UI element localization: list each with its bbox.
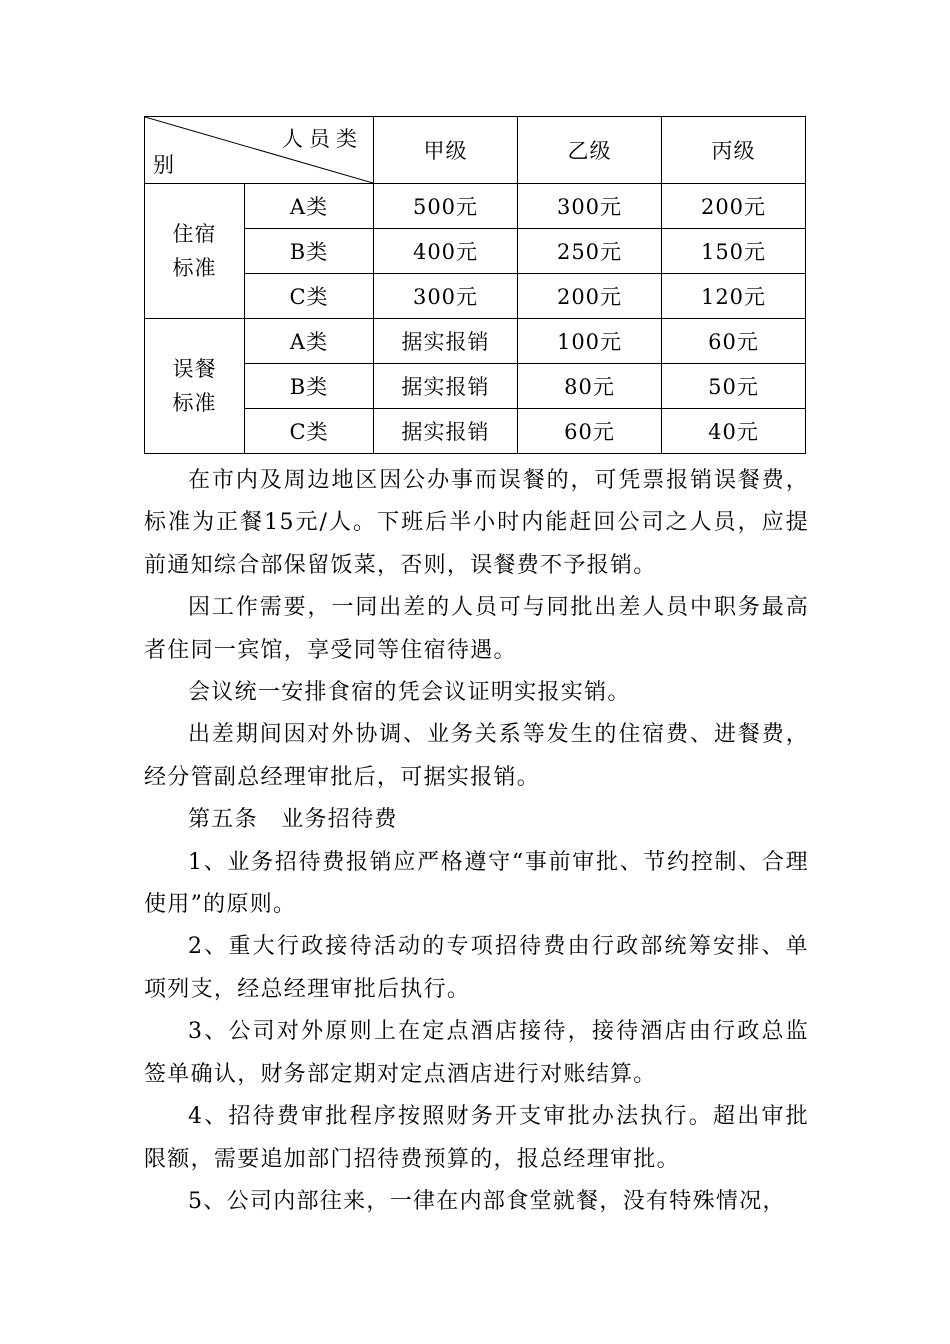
category-cell: A类 [245, 319, 374, 364]
level-header-cell: 丙级 [662, 117, 806, 184]
group-label-meal [145, 319, 245, 454]
category-cell: C类 [245, 274, 374, 319]
level-header-cell: 乙级 [518, 117, 662, 184]
paragraph: 会议统一安排食宿的凭会议证明实报实销。 [188, 680, 631, 706]
group-label-lodging [145, 184, 245, 319]
value-cell: 400元 [374, 229, 518, 274]
group-label-line: 标准 [172, 256, 217, 280]
table-header-row [145, 117, 806, 184]
level-header-cell: 甲级 [374, 117, 518, 184]
paragraph: 5、公司内部往来，一律在内部食堂就餐，没有特殊情况， [188, 1188, 786, 1214]
group-label-line: 误餐 [172, 357, 217, 381]
body-text [144, 460, 809, 1223]
expense-standard-table [144, 116, 806, 454]
value-cell: 300元 [374, 274, 518, 319]
category-cell: B类 [245, 229, 374, 274]
value-cell: 据实报销 [374, 409, 518, 454]
value-cell: 50元 [662, 364, 806, 409]
table-row [145, 364, 806, 409]
value-cell: 200元 [662, 184, 806, 229]
value-cell: 40元 [662, 409, 806, 454]
paragraph: 在市内及周边地区因公办事而误餐的，可凭票报销误餐费，标准为正餐15元/人。下班后半小时内能赶回公司之人员，应提前通知综合部保留饭菜，否则，误餐费不予报销。 [144, 468, 809, 578]
paragraph: 4、招待费审批程序按照财务开支审批办法执行。超出审批限额，需要追加部门招待费预算的，报总经理审批。 [144, 1104, 809, 1172]
value-cell: 据实报销 [374, 319, 518, 364]
section-heading: 第五条 业务招待费 [188, 807, 398, 833]
diagonal-header-cell [145, 117, 374, 184]
category-cell: C类 [245, 409, 374, 454]
value-cell: 据实报销 [374, 364, 518, 409]
category-cell: B类 [245, 364, 374, 409]
corner-label-top: 人员类 [282, 127, 363, 151]
category-cell: A类 [245, 184, 374, 229]
value-cell: 120元 [662, 274, 806, 319]
group-label-line: 标准 [172, 391, 217, 415]
value-cell: 500元 [374, 184, 518, 229]
table-row [145, 274, 806, 319]
corner-label-bottom: 别 [153, 153, 175, 177]
table-row [145, 409, 806, 454]
table-row [145, 184, 806, 229]
value-cell: 250元 [518, 229, 662, 274]
paragraph: 出差期间因对外协调、业务关系等发生的住宿费、进餐费，经分管副总经理审批后，可据实报销。 [144, 722, 809, 790]
value-cell: 200元 [518, 274, 662, 319]
value-cell: 150元 [662, 229, 806, 274]
value-cell: 60元 [662, 319, 806, 364]
paragraph: 1、业务招待费报销应严格遵守“事前审批、节约控制、合理使用”的原则。 [144, 849, 809, 918]
value-cell: 100元 [518, 319, 662, 364]
value-cell: 60元 [518, 409, 662, 454]
value-cell: 80元 [518, 364, 662, 409]
paragraph: 因工作需要，一同出差的人员可与同批出差人员中职务最高者住同一宾馆，享受同等住宿待遇。 [144, 595, 809, 663]
table-row [145, 319, 806, 364]
value-cell: 300元 [518, 184, 662, 229]
paragraph: 3、公司对外原则上在定点酒店接待，接待酒店由行政总监签单确认，财务部定期对定点酒店进行对账结算。 [144, 1019, 809, 1087]
paragraph: 2、重大行政接待活动的专项招待费由行政部统筹安排、单项列支，经总经理审批后执行。 [144, 934, 809, 1002]
group-label-line: 住宿 [172, 222, 217, 246]
table-row [145, 229, 806, 274]
